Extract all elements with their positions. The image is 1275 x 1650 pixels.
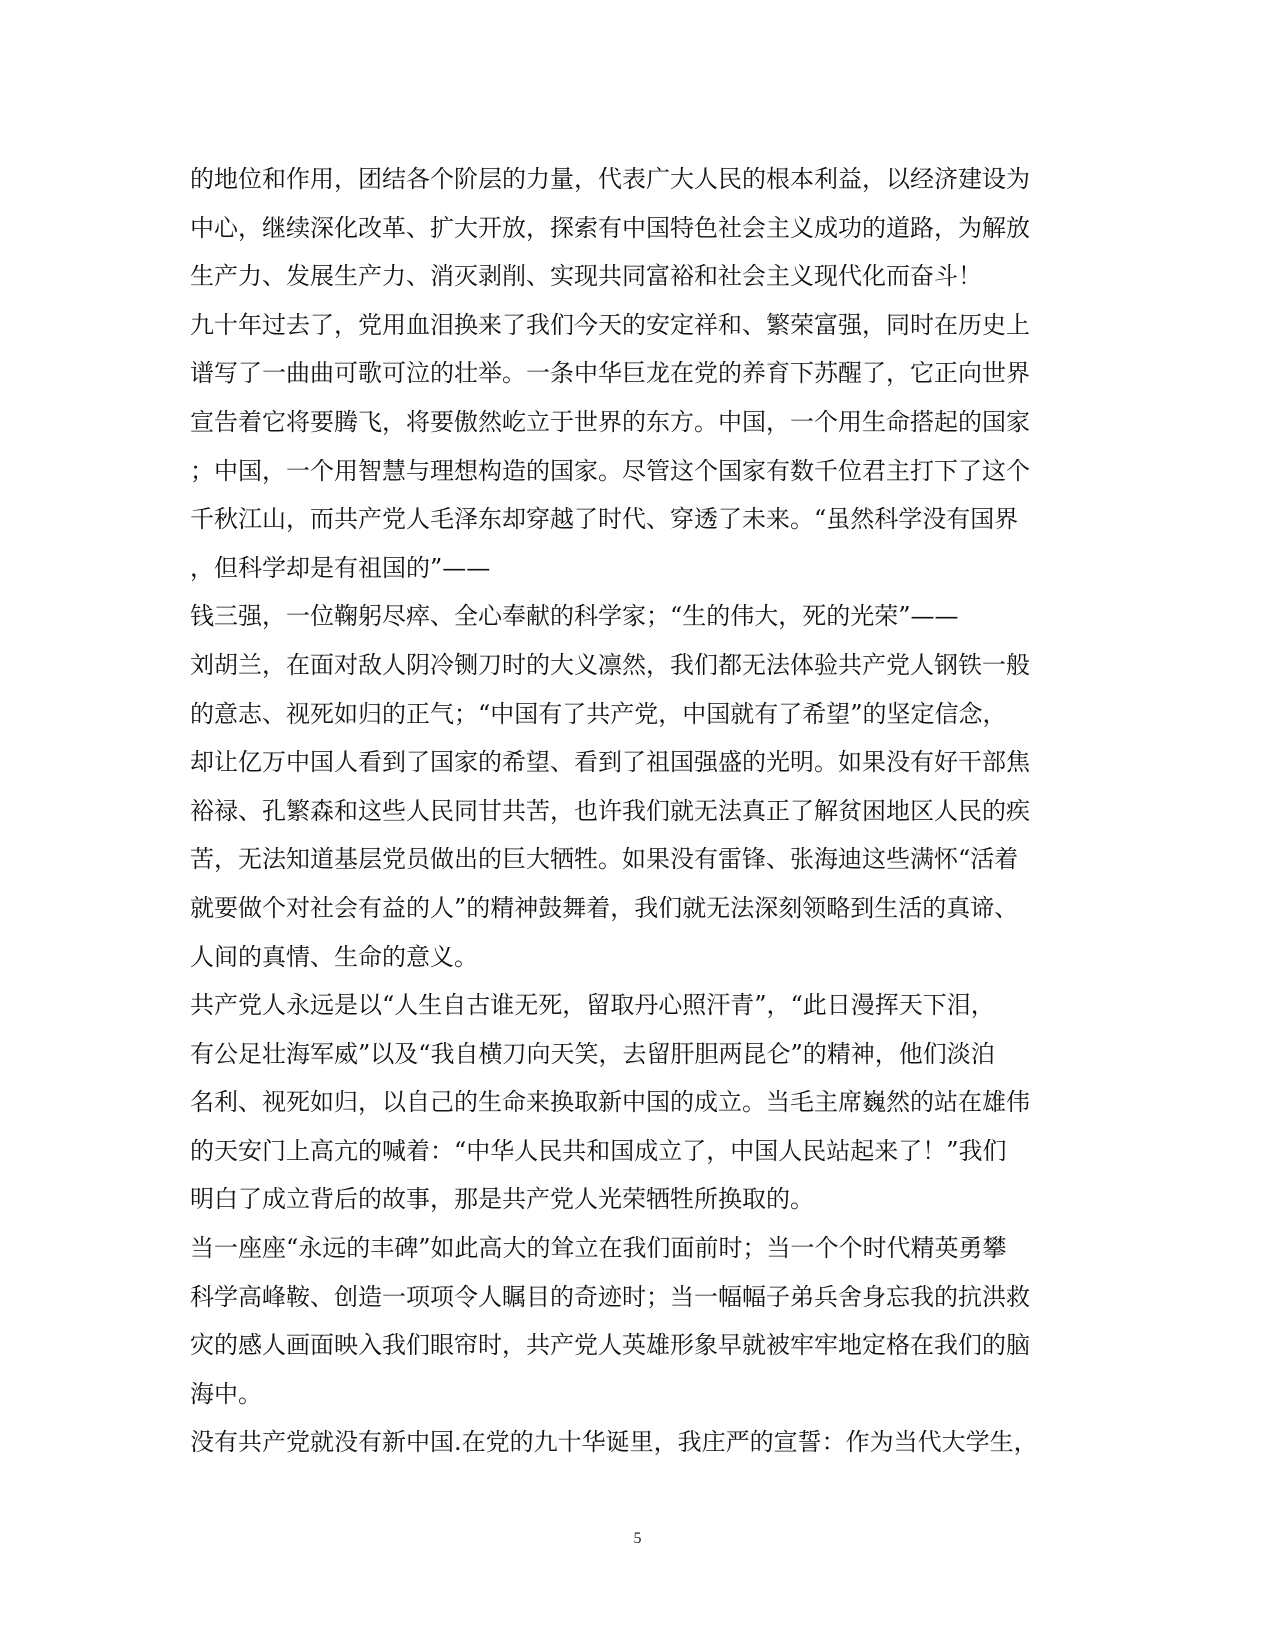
text-line: 人间的真情、生命的意义。 [190,942,478,971]
text-line: 苦，无法知道基层党员做出的巨大牺牲。如果没有雷锋、张海迪这些满怀“活着 [190,845,1019,874]
page-number: 5 [633,1530,642,1547]
body-text [190,155,1070,1467]
text-line: ，但科学却是有祖国的”—— [190,553,491,582]
text-line: 就要做个对社会有益的人”的精神鼓舞着，我们就无法深刻领略到生活的真谛、 [190,893,1019,922]
text-line: 名利、视死如归，以自己的生命来换取新中国的成立。当毛主席巍然的站在雄伟 [190,1088,1030,1117]
text-line: 中心，继续深化改革、扩大开放，探索有中国特色社会主义成功的道路，为解放 [190,213,1030,242]
text-line: 的地位和作用，团结各个阶层的力量，代表广大人民的根本利益，以经济建设为 [190,165,1030,193]
text-line: 有公足壮海军威”以及“我自横刀向天笑，去留肝胆两昆仑”的精神，他们淡泊 [190,1039,995,1068]
text-line: 明白了成立背后的故事，那是共产党人光荣牺牲所换取的。 [190,1185,814,1214]
text-line: 当一座座“永远的丰碑”如此高大的耸立在我们面前时；当一个个时代精英勇攀 [190,1234,1007,1263]
text-line: 谱写了一曲曲可歌可泣的壮举。一条中华巨龙在党的养育下苏醒了，它正向世界 [190,359,1030,388]
text-line: 千秋江山，而共产党人毛泽东却穿越了时代、穿透了未来。“虽然科学没有国界 [190,505,1019,534]
text-line: 钱三强，一位鞠躬尽瘁、全心奉献的科学家；“生的伟大，死的光荣”—— [190,602,959,631]
text-line: 九十年过去了，党用血泪换来了我们今天的安定祥和、繁荣富强，同时在历史上 [190,310,1030,339]
text-line: 灾的感人画面映入我们眼帘时，共产党人英雄形象早就被牢牢地定格在我们的脑 [190,1331,1030,1360]
text-line: 宣告着它将要腾飞，将要傲然屹立于世界的东方。中国，一个用生命搭起的国家 [190,407,1030,436]
text-line: 刘胡兰，在面对敌人阴冷铡刀时的大义凛然，我们都无法体验共产党人钢铁一般 [190,650,1030,679]
text-line: 海中。 [190,1379,262,1408]
text-line: ；中国，一个用智慧与理想构造的国家。尽管这个国家有数千位君主打下了这个 [190,456,1030,485]
text-line: 没有共产党就没有新中国.在党的九十华诞里，我庄严的宣誓：作为当代大学生， [190,1428,1038,1457]
text-line: 却让亿万中国人看到了国家的希望、看到了祖国强盛的光明。如果没有好干部焦 [190,748,1030,777]
text-line: 的意志、视死如归的正气；“中国有了共产党，中国就有了希望”的坚定信念， [190,699,1007,728]
text-line: 的天安门上高亢的喊着：“中华人民共和国成立了，中国人民站起来了！”我们 [190,1136,1007,1165]
text-line: 生产力、发展生产力、消灭剥削、实现共同富裕和社会主义现代化而奋斗！ [190,262,982,291]
text-line: 共产党人永远是以“人生自古谁无死，留取丹心照汗青”，“此日漫挥天下泪， [190,991,995,1020]
text-line: 裕禄、孔繁森和这些人民同甘共苦，也许我们就无法真正了解贫困地区人民的疾 [190,796,1030,825]
text-line: 科学高峰鞍、创造一项项令人瞩目的奇迹时；当一幅幅子弟兵舍身忘我的抗洪救 [190,1282,1030,1311]
